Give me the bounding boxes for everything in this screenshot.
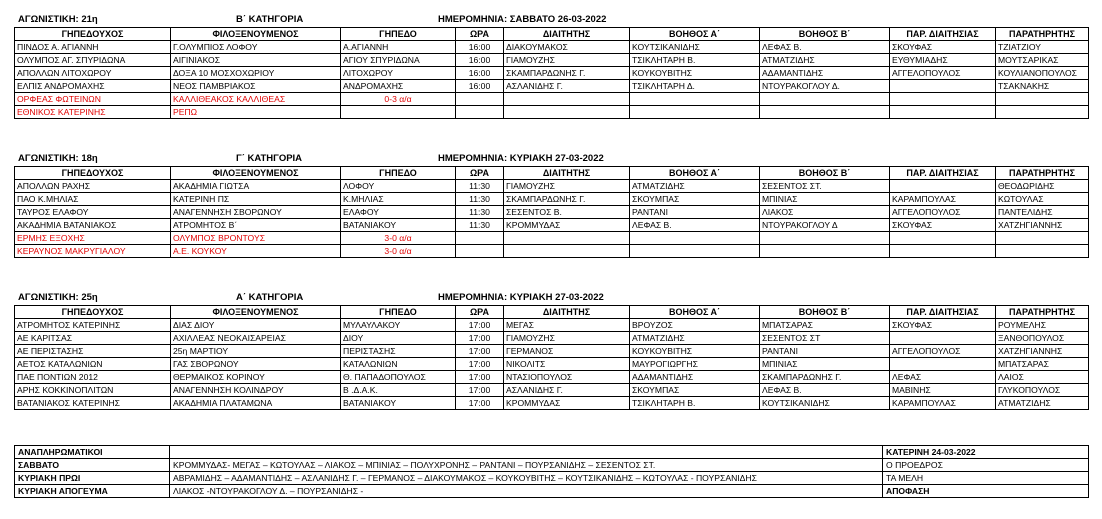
column-header-home: ΓΗΠΕΔΟΥΧΟΣ	[15, 306, 171, 319]
cell-assistant-b: ΛΕΦΑΣ Β.	[760, 384, 890, 397]
cell-time: 16:00	[456, 67, 504, 80]
table-row	[15, 180, 1089, 193]
footer-row	[15, 446, 1089, 459]
category-label: Γ΄ ΚΑΤΗΓΟΡΙΑ	[236, 153, 303, 164]
cell-assistant-b: ΜΠΙΝΙΑΣ	[760, 193, 890, 206]
cell-stadium: ΔΙΟΥ	[341, 332, 456, 345]
cell-empty	[504, 232, 630, 245]
cell-guest: ΑΙΓΙΝΙΑΚΟΣ	[171, 54, 341, 67]
column-header-time: ΩΡΑ	[456, 28, 504, 41]
cell-assistant-b: ΛΙΑΚΟΣ	[760, 206, 890, 219]
footer-signature: ΚΑΤΕΡΙΝΗ 24-03-2022	[883, 446, 1089, 459]
cell-inspector: ΞΑΝΘΟΠΟΥΛΟΣ	[996, 332, 1089, 345]
date-label: ΗΜΕΡΟΜΗΝΙΑ: ΚΥΡΙΑΚΗ 27-03-2022	[438, 153, 604, 164]
column-header-guest: ΦΙΛΟΞΕΝΟΥΜΕΝΟΣ	[171, 28, 341, 41]
column-header-observer: ΠΑΡ. ΔΙΑΙΤΗΣΙΑΣ	[890, 167, 996, 180]
table-row	[15, 219, 1089, 232]
table-row	[15, 193, 1089, 206]
cell-referee: ΓΙΑΜΟΥΖΗΣ	[504, 180, 630, 193]
cell-assistant-b: ΝΤΟΥΡΑΚΟΓΛΟΥ Δ.	[760, 80, 890, 93]
cell-home: ΚΕΡΑΥΝΟΣ ΜΑΚΡΥΓΙΑΛΟΥ	[15, 245, 171, 258]
cell-empty	[456, 232, 504, 245]
table-row	[15, 206, 1089, 219]
cell-empty	[630, 232, 760, 245]
section-header	[14, 14, 1089, 27]
cell-assistant-b: ΑΔΑΜΑΝΤΙΔΗΣ	[760, 67, 890, 80]
round-label: ΑΓΩΝΙΣΤΙΚΗ: 25η	[18, 292, 98, 303]
cell-empty	[996, 106, 1089, 119]
cell-inspector: ΜΠΑΤΣΑΡΑΣ	[996, 358, 1089, 371]
cell-assistant-a: ΡΑΝΤΑΝΙ	[630, 206, 760, 219]
table-row	[15, 54, 1089, 67]
cell-stadium: Α.ΑΓΙΑΝΝΗ	[341, 41, 456, 54]
cell-stadium: 3-0 α/α	[341, 232, 456, 245]
header-row	[15, 167, 1089, 180]
cell-assistant-b: ΚΟΥΤΣΙΚΑΝΙΔΗΣ	[760, 397, 890, 410]
cell-referee: ΓΙΑΜΟΥΖΗΣ	[504, 332, 630, 345]
table-row	[15, 358, 1089, 371]
cell-home: ΟΡΦΕΑΣ ΦΩΤΕΙΝΩΝ	[15, 93, 171, 106]
cell-empty	[996, 245, 1089, 258]
footer-label: ΣΑΒΒΑΤΟ	[15, 459, 170, 472]
cell-time: 16:00	[456, 80, 504, 93]
section-header	[14, 153, 1089, 166]
cell-time: 16:00	[456, 54, 504, 67]
cell-inspector: ΚΩΤΟΥΛΑΣ	[996, 193, 1089, 206]
cell-stadium: ΕΛΑΦΟΥ	[341, 206, 456, 219]
cell-home: ΑΠΟΛΛΩΝ ΡΑΧΗΣ	[15, 180, 171, 193]
footer-label: ΚΥΡΙΑΚΗ ΑΠΟΓΕΥΜΑ	[15, 485, 170, 498]
cell-guest: ΚΑΛΛΙΘΕΑΚΟΣ ΚΑΛΛΙΘΕΑΣ	[171, 93, 341, 106]
cell-time: 17:00	[456, 358, 504, 371]
cell-stadium: ΒΑΤΑΝΙΑΚΟΥ	[341, 219, 456, 232]
cell-home: ΑΚΑΔΗΜΙΑ ΒΑΤΑΝΙΑΚΟΣ	[15, 219, 171, 232]
table-row	[15, 397, 1089, 410]
cell-guest: ΑΧΙΛΛΕΑΣ ΝΕΟΚΑΙΣΑΡΕΙΑΣ	[171, 332, 341, 345]
cell-home: ΤΑΥΡΟΣ ΕΛΑΦΟΥ	[15, 206, 171, 219]
cell-home: ΑΡΗΣ ΚΟΚΚΙΝΟΠΛΙΤΩΝ	[15, 384, 171, 397]
footer-names	[170, 446, 883, 459]
cell-guest: ΟΛΥΜΠΟΣ ΒΡΟΝΤΟΥΣ	[171, 232, 341, 245]
section-b-category	[14, 14, 1089, 119]
cell-assistant-b: ΜΠΑΤΣΑΡΑΣ	[760, 319, 890, 332]
table-row-result	[15, 245, 1089, 258]
cell-home: ΑΕ ΚΑΡΙΤΣΑΣ	[15, 332, 171, 345]
cell-stadium: 0-3 α/α	[341, 93, 456, 106]
cell-inspector: ΑΤΜΑΤΖΙΔΗΣ	[996, 397, 1089, 410]
cell-observer: ΛΕΦΑΣ	[890, 371, 996, 384]
table-row-result	[15, 93, 1089, 106]
column-header-referee: ΔΙΑΙΤΗΤΗΣ	[504, 306, 630, 319]
cell-guest: ΝΕΟΣ ΠΑΜΒΡΙΑΚΟΣ	[171, 80, 341, 93]
column-header-observer: ΠΑΡ. ΔΙΑΙΤΗΣΙΑΣ	[890, 306, 996, 319]
cell-stadium: ΠΕΡΙΣΤΑΣΗΣ	[341, 345, 456, 358]
cell-stadium: ΒΑΤΑΝΙΑΚΟΥ	[341, 397, 456, 410]
cell-time: 11:30	[456, 180, 504, 193]
fixtures-table	[14, 305, 1089, 410]
column-header-observer: ΠΑΡ. ΔΙΑΙΤΗΣΙΑΣ	[890, 28, 996, 41]
cell-assistant-a: ΤΣΙΚΛΗΤΑΡΗ Δ.	[630, 80, 760, 93]
cell-assistant-a: ΑΤΜΑΤΖΙΔΗΣ	[630, 332, 760, 345]
cell-referee: ΓΕΡΜΑΝΟΣ	[504, 345, 630, 358]
column-header-inspector: ΠΑΡΑΤΗΡΗΤΗΣ	[996, 167, 1089, 180]
footer-names: ΛΙΑΚΟΣ -ΝΤΟΥΡΑΚΟΓΛΟΥ Δ. – ΠΟΥΡΣΑΝΙΔΗΣ -	[170, 485, 883, 498]
cell-home: ΑΤΡΟΜΗΤΟΣ ΚΑΤΕΡΙΝΗΣ	[15, 319, 171, 332]
column-header-stadium: ΓΗΠΕΔΟ	[341, 28, 456, 41]
cell-empty	[456, 106, 504, 119]
footer-names: ΚΡΟΜΜΥΔΑΣ- ΜΕΓΑΣ – ΚΩΤΟΥΛΑΣ – ΛΙΑΚΟΣ – ΜΠΙΝΙΑΣ – ΠΟΛΥΧΡΟΝΗΣ – ΡΑΝΤΑΝΙ – ΠΟΥΡΣΑΝΙΔΗΣ – ΣΕΣΕΝΤΟΣ ΣΤ.	[170, 459, 883, 472]
column-header-guest: ΦΙΛΟΞΕΝΟΥΜΕΝΟΣ	[171, 306, 341, 319]
footer-row	[15, 472, 1089, 485]
cell-observer: ΑΓΓΕΛΟΠΟΥΛΟΣ	[890, 67, 996, 80]
category-label: Α΄ ΚΑΤΗΓΟΡΙΑ	[236, 292, 304, 303]
column-header-stadium: ΓΗΠΕΔΟ	[341, 167, 456, 180]
footer-signature: ΑΠΟΦΑΣΗ	[883, 485, 1089, 498]
cell-inspector: ΓΛΥΚΟΠΟΥΛΟΣ	[996, 384, 1089, 397]
cell-guest: ΑΤΡΟΜΗΤΟΣ Β΄	[171, 219, 341, 232]
cell-time: 16:00	[456, 41, 504, 54]
cell-guest: ΑΚΑΔΗΜΙΑ ΓΙΩΤΣΑ	[171, 180, 341, 193]
cell-empty	[630, 106, 760, 119]
table-row	[15, 345, 1089, 358]
cell-empty	[504, 93, 630, 106]
section-c-category	[14, 153, 1089, 258]
cell-referee: ΓΙΑΜΟΥΖΗΣ	[504, 54, 630, 67]
cell-assistant-a: ΤΣΙΚΛΗΤΑΡΗ Β.	[630, 54, 760, 67]
section-header	[14, 292, 1089, 305]
footer-substitutes	[14, 445, 1089, 498]
header-row	[15, 28, 1089, 41]
category-label: Β΄ ΚΑΤΗΓΟΡΙΑ	[236, 14, 304, 25]
cell-assistant-a: ΒΡΟΥΖΟΣ	[630, 319, 760, 332]
cell-guest: 25η ΜΑΡΤΙΟΥ	[171, 345, 341, 358]
cell-assistant-a: ΛΕΦΑΣ Β.	[630, 219, 760, 232]
cell-observer	[890, 80, 996, 93]
cell-assistant-a: ΚΟΥΚΟΥΒΙΤΗΣ	[630, 67, 760, 80]
cell-inspector: ΛΑΙΟΣ	[996, 371, 1089, 384]
cell-time: 17:00	[456, 397, 504, 410]
cell-observer: ΣΚΟΥΦΑΣ	[890, 319, 996, 332]
fixtures-table	[14, 166, 1089, 258]
cell-home: ΟΛΥΜΠΟΣ ΑΓ. ΣΠΥΡΙΔΩΝΑ	[15, 54, 171, 67]
cell-observer: ΣΚΟΥΦΑΣ	[890, 41, 996, 54]
cell-time: 11:30	[456, 206, 504, 219]
cell-assistant-a: ΤΣΙΚΛΗΤΑΡΗ Β.	[630, 397, 760, 410]
column-header-assistant-b: ΒΟΗΘΟΣ Β΄	[760, 167, 890, 180]
cell-home: ΕΘΝΙΚΟΣ ΚΑΤΕΡΙΝΗΣ	[15, 106, 171, 119]
cell-home: ΒΑΤΑΝΙΑΚΟΣ ΚΑΤΕΡΙΝΗΣ	[15, 397, 171, 410]
cell-assistant-b: ΣΚΑΜΠΑΡΔΩΝΗΣ Γ.	[760, 371, 890, 384]
column-header-home: ΓΗΠΕΔΟΥΧΟΣ	[15, 28, 171, 41]
cell-guest: ΑΝΑΓΕΝΝΗΣΗ ΚΟΛΙΝΔΡΟΥ	[171, 384, 341, 397]
cell-empty	[630, 245, 760, 258]
cell-inspector: ΧΑΤΖΗΓΙΑΝΝΗΣ	[996, 219, 1089, 232]
cell-observer	[890, 332, 996, 345]
column-header-inspector: ΠΑΡΑΤΗΡΗΤΗΣ	[996, 28, 1089, 41]
date-label: ΗΜΕΡΟΜΗΝΙΑ: ΣΑΒΒΑΤΟ 26-03-2022	[438, 14, 607, 25]
table-row	[15, 41, 1089, 54]
cell-empty	[890, 232, 996, 245]
footer-signature: ΤΑ ΜΕΛΗ	[883, 472, 1089, 485]
cell-referee: ΜΕΓΑΣ	[504, 319, 630, 332]
column-header-guest: ΦΙΛΟΞΕΝΟΥΜΕΝΟΣ	[171, 167, 341, 180]
column-header-referee: ΔΙΑΙΤΗΤΗΣ	[504, 167, 630, 180]
cell-guest: ΡΕΠΩ	[171, 106, 341, 119]
cell-stadium: ΛΙΤΟΧΩΡΟΥ	[341, 67, 456, 80]
cell-time: 17:00	[456, 332, 504, 345]
cell-observer	[890, 180, 996, 193]
cell-home: ΕΡΜΗΣ ΕΞΟΧΗΣ	[15, 232, 171, 245]
table-row	[15, 332, 1089, 345]
cell-assistant-a: ΜΑΥΡΟΓΙΩΡΓΗΣ	[630, 358, 760, 371]
cell-guest: ΚΑΤΕΡΙΝΗ ΠΣ	[171, 193, 341, 206]
cell-assistant-b: ΡΑΝΤΑΝΙ	[760, 345, 890, 358]
footer-label: ΚΥΡΙΑΚΗ ΠΡΩΙ	[15, 472, 170, 485]
cell-empty	[760, 93, 890, 106]
cell-home: ΕΛΠΙΣ ΑΝΔΡΟΜΑΧΗΣ	[15, 80, 171, 93]
header-row	[15, 306, 1089, 319]
cell-observer: ΜΑΒΙΝΗΣ	[890, 384, 996, 397]
cell-time: 17:00	[456, 384, 504, 397]
round-label: ΑΓΩΝΙΣΤΙΚΗ: 21η	[18, 14, 98, 25]
cell-observer: ΕΥΘΥΜΙΑΔΗΣ	[890, 54, 996, 67]
footer-signature: Ο ΠΡΟΕΔΡΟΣ	[883, 459, 1089, 472]
cell-empty	[630, 93, 760, 106]
column-header-assistant-a: ΒΟΗΘΟΣ Α΄	[630, 306, 760, 319]
cell-assistant-a: ΣΚΟΥΜΠΑΣ	[630, 384, 760, 397]
cell-guest: ΔΙΑΣ ΔΙΟΥ	[171, 319, 341, 332]
table-row	[15, 371, 1089, 384]
cell-stadium: ΑΝΔΡΟΜΑΧΗΣ	[341, 80, 456, 93]
cell-empty	[996, 93, 1089, 106]
column-header-home: ΓΗΠΕΔΟΥΧΟΣ	[15, 167, 171, 180]
footer-names: ΑΒΡΑΜΙΔΗΣ – ΑΔΑΜΑΝΤΙΔΗΣ – ΑΣΛΑΝΙΔΗΣ Γ. – ΓΕΡΜΑΝΟΣ – ΔΙΑΚΟΥΜΑΚΟΣ – ΚΟΥΚΟΥΒΙΤΗΣ – ΚΟΥΤΣΙΚΑΝΙΔΗΣ – ΚΩΤΟΥΛΑΣ - ΠΟΥΡΣΑΝΙΔΗΣ	[170, 472, 883, 485]
cell-inspector: ΘΕΟΔΩΡΙΔΗΣ	[996, 180, 1089, 193]
cell-stadium: Θ. ΠΑΠΑΔΟΠΟΥΛΟΣ	[341, 371, 456, 384]
cell-assistant-b: ΣΕΣΕΝΤΟΣ ΣΤ.	[760, 180, 890, 193]
cell-inspector: ΤΣΑΚΝΑΚΗΣ	[996, 80, 1089, 93]
column-header-assistant-b: ΒΟΗΘΟΣ Β΄	[760, 28, 890, 41]
table-row-result	[15, 232, 1089, 245]
cell-empty	[760, 245, 890, 258]
cell-referee: ΚΡΟΜΜΥΔΑΣ	[504, 397, 630, 410]
cell-guest: ΑΝΑΓΕΝΝΗΣΗ ΣΒΟΡΩΝΟΥ	[171, 206, 341, 219]
column-header-assistant-a: ΒΟΗΘΟΣ Α΄	[630, 167, 760, 180]
cell-assistant-a: ΚΟΥΤΣΙΚΑΝΙΔΗΣ	[630, 41, 760, 54]
cell-assistant-a: ΑΤΜΑΤΖΙΔΗΣ	[630, 180, 760, 193]
column-header-inspector: ΠΑΡΑΤΗΡΗΤΗΣ	[996, 306, 1089, 319]
cell-stadium: ΑΓΙΟΥ ΣΠΥΡΙΔΩΝΑ	[341, 54, 456, 67]
cell-referee: ΑΣΛΑΝΙΔΗΣ Γ.	[504, 384, 630, 397]
table-row	[15, 319, 1089, 332]
cell-stadium: ΛΟΦΟΥ	[341, 180, 456, 193]
cell-assistant-a: ΚΟΥΚΟΥΒΙΤΗΣ	[630, 345, 760, 358]
cell-inspector: ΡΟΥΜΕΛΗΣ	[996, 319, 1089, 332]
cell-assistant-b: ΣΕΣΕΝΤΟΣ ΣΤ	[760, 332, 890, 345]
date-label: ΗΜΕΡΟΜΗΝΙΑ: ΚΥΡΙΑΚΗ 27-03-2022	[438, 292, 604, 303]
column-header-assistant-b: ΒΟΗΘΟΣ Β΄	[760, 306, 890, 319]
cell-empty	[504, 106, 630, 119]
substitutes-table	[14, 445, 1089, 498]
cell-empty	[890, 106, 996, 119]
cell-guest: ΔΟΞΑ 10 ΜΟΣΧΟΧΩΡΙΟΥ	[171, 67, 341, 80]
cell-time: 11:30	[456, 193, 504, 206]
cell-time: 17:00	[456, 371, 504, 384]
cell-assistant-a: ΑΔΑΜΑΝΤΙΔΗΣ	[630, 371, 760, 384]
column-header-referee: ΔΙΑΙΤΗΤΗΣ	[504, 28, 630, 41]
cell-inspector: ΧΑΤΖΗΓΙΑΝΝΗΣ	[996, 345, 1089, 358]
cell-observer: ΣΚΟΥΦΑΣ	[890, 219, 996, 232]
cell-referee: ΣΚΑΜΠΑΡΔΩΝΗΣ Γ.	[504, 193, 630, 206]
cell-referee: ΑΣΛΑΝΙΔΗΣ Γ.	[504, 80, 630, 93]
cell-assistant-b: ΜΠΙΝΙΑΣ	[760, 358, 890, 371]
cell-guest: ΓΑΣ ΣΒΟΡΩΝΟΥ	[171, 358, 341, 371]
cell-time: 11:30	[456, 219, 504, 232]
cell-assistant-b: ΝΤΟΥΡΑΚΟΓΛΟΥ Δ	[760, 219, 890, 232]
cell-empty	[760, 106, 890, 119]
cell-empty	[890, 245, 996, 258]
table-row	[15, 384, 1089, 397]
fixtures-table	[14, 27, 1089, 119]
cell-empty	[456, 93, 504, 106]
cell-inspector: ΠΑΝΤΕΛΙΔΗΣ	[996, 206, 1089, 219]
cell-stadium: Β .Δ.Α.Κ.	[341, 384, 456, 397]
cell-stadium: ΜΥΛΑΥΛΑΚΟΥ	[341, 319, 456, 332]
cell-referee: ΣΕΣΕΝΤΟΣ Β.	[504, 206, 630, 219]
cell-referee: ΝΤΑΣΙΟΠΟΥΛΟΣ	[504, 371, 630, 384]
cell-empty	[760, 232, 890, 245]
cell-assistant-b: ΑΤΜΑΤΖΙΔΗΣ	[760, 54, 890, 67]
cell-referee: ΚΡΟΜΜΥΔΑΣ	[504, 219, 630, 232]
cell-observer: ΚΑΡΑΜΠΟΥΛΑΣ	[890, 193, 996, 206]
cell-guest: ΘΕΡΜΑΙΚΟΣ ΚΟΡΙΝΟΥ	[171, 371, 341, 384]
cell-stadium: Κ.ΜΗΛΙΑΣ	[341, 193, 456, 206]
cell-home: ΑΕΤΟΣ ΚΑΤΑΛΩΝΙΩΝ	[15, 358, 171, 371]
cell-assistant-b: ΛΕΦΑΣ Β.	[760, 41, 890, 54]
column-header-stadium: ΓΗΠΕΔΟ	[341, 306, 456, 319]
section-a-category	[14, 292, 1089, 410]
cell-empty	[456, 245, 504, 258]
cell-referee: ΔΙΑΚΟΥΜΑΚΟΣ	[504, 41, 630, 54]
column-header-assistant-a: ΒΟΗΘΟΣ Α΄	[630, 28, 760, 41]
table-row	[15, 80, 1089, 93]
column-header-time: ΩΡΑ	[456, 306, 504, 319]
cell-observer: ΑΓΓΕΛΟΠΟΥΛΟΣ	[890, 345, 996, 358]
cell-inspector: ΜΟΥΤΣΑΡΙΚΑΣ	[996, 54, 1089, 67]
cell-observer	[890, 358, 996, 371]
footer-row	[15, 459, 1089, 472]
column-header-time: ΩΡΑ	[456, 167, 504, 180]
cell-home: ΠΑΕ ΠΟΝΤΙΩΝ 2012	[15, 371, 171, 384]
cell-stadium: ΚΑΤΑΛΩΝΙΩΝ	[341, 358, 456, 371]
cell-empty	[504, 245, 630, 258]
cell-time: 17:00	[456, 345, 504, 358]
round-label: ΑΓΩΝΙΣΤΙΚΗ: 18η	[18, 153, 98, 164]
cell-assistant-a: ΣΚΟΥΜΠΑΣ	[630, 193, 760, 206]
cell-stadium	[341, 106, 456, 119]
cell-home: ΠΙΝΔΟΣ Α. ΑΓΙΑΝΝΗ	[15, 41, 171, 54]
table-row	[15, 67, 1089, 80]
cell-observer: ΑΓΓΕΛΟΠΟΥΛΟΣ	[890, 206, 996, 219]
cell-guest: Α.Ε. ΚΟΥΚΟΥ	[171, 245, 341, 258]
cell-empty	[890, 93, 996, 106]
cell-observer: ΚΑΡΑΜΠΟΥΛΑΣ	[890, 397, 996, 410]
table-row-result	[15, 106, 1089, 119]
cell-home: ΠΑΟ Κ.ΜΗΛΙΑΣ	[15, 193, 171, 206]
footer-row	[15, 485, 1089, 498]
cell-time: 17:00	[456, 319, 504, 332]
cell-guest: Γ.ΟΛΥΜΠΙΟΣ ΛΟΦΟΥ	[171, 41, 341, 54]
cell-referee: ΝΙΚΟΛΙΤΣ	[504, 358, 630, 371]
cell-referee: ΣΚΑΜΠΑΡΔΩΝΗΣ Γ.	[504, 67, 630, 80]
cell-inspector: ΚΟΥΛΙΑΝΟΠΟΥΛΟΣ	[996, 67, 1089, 80]
cell-empty	[996, 232, 1089, 245]
cell-inspector: ΤΖΙΑΤΖΙΟΥ	[996, 41, 1089, 54]
cell-home: ΑΠΟΛΛΩΝ ΛΙΤΟΧΩΡΟΥ	[15, 67, 171, 80]
cell-home: ΑΕ ΠΕΡΙΣΤΑΣΗΣ	[15, 345, 171, 358]
cell-guest: ΑΚΑΔΗΜΙΑ ΠΛΑΤΑΜΩΝΑ	[171, 397, 341, 410]
cell-stadium: 3-0 α/α	[341, 245, 456, 258]
footer-label: ΑΝΑΠΛΗΡΩΜΑΤΙΚΟΙ	[15, 446, 170, 459]
